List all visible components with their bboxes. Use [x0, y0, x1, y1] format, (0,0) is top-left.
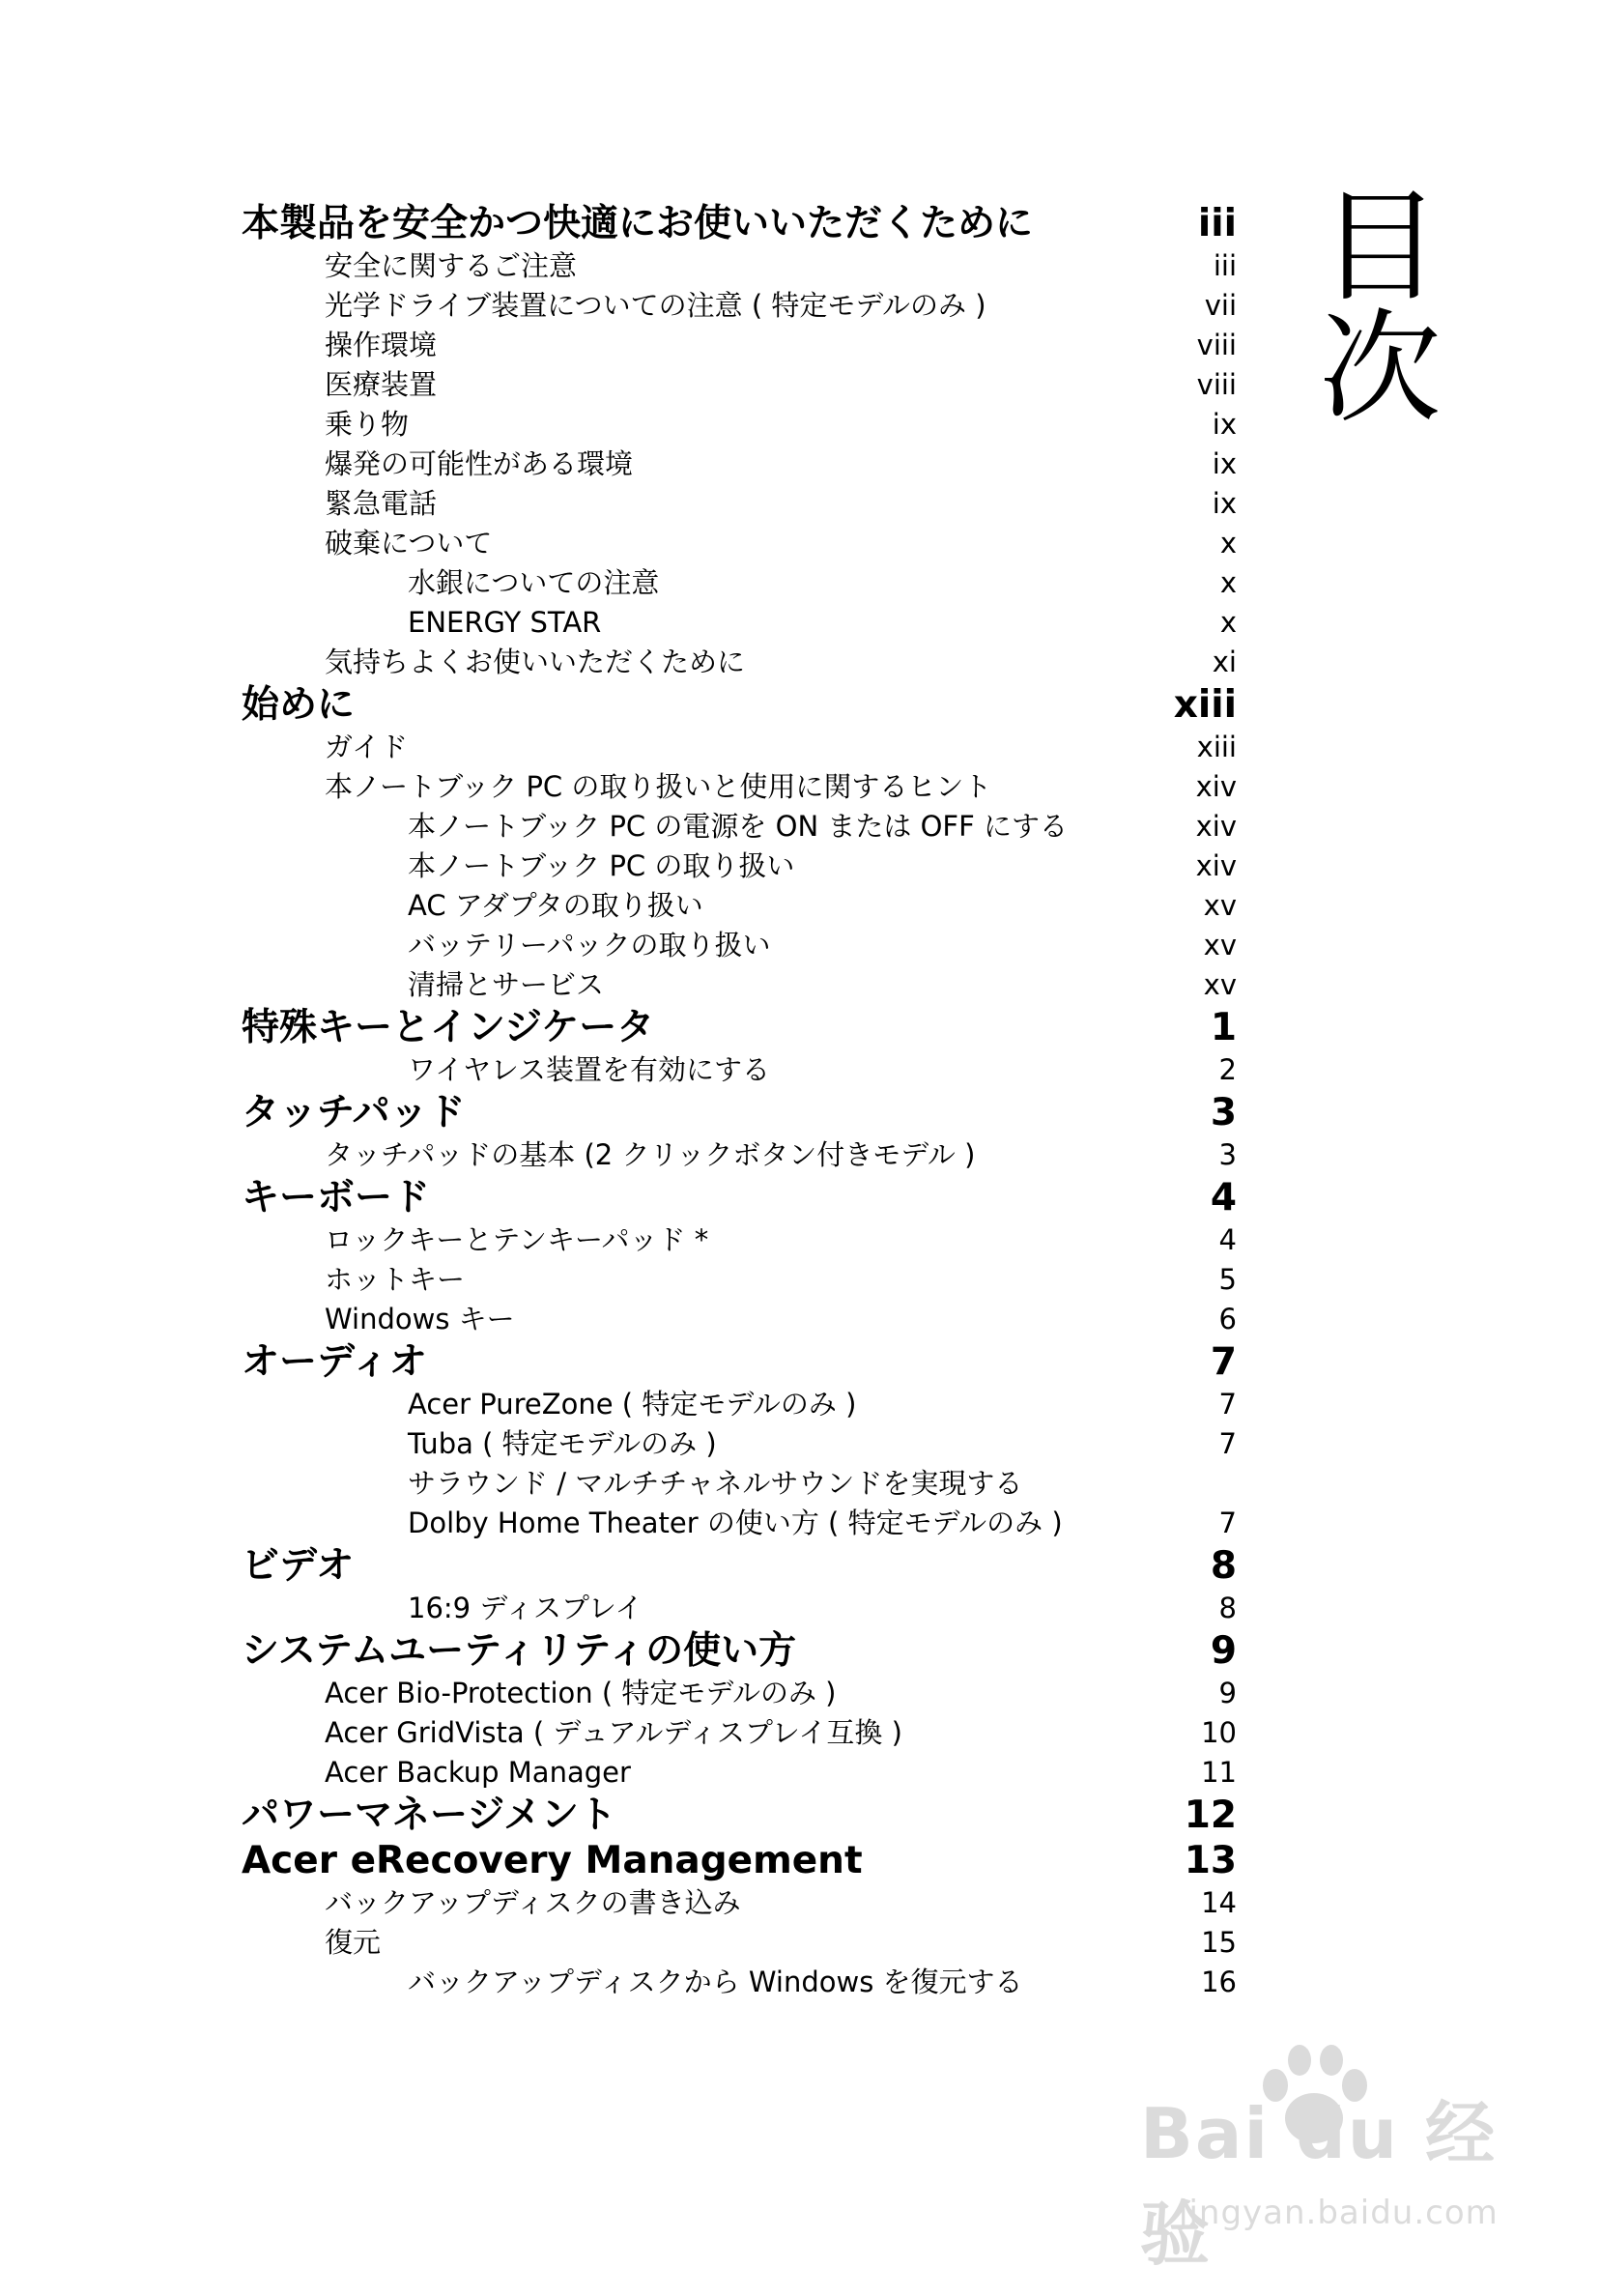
- toc-entry-page: 12: [1184, 1794, 1237, 1837]
- toc-entry-label: オーディオ: [242, 1340, 427, 1384]
- toc-entry-page: 10: [1201, 1716, 1237, 1749]
- toc-entry[interactable]: [242, 1090, 1237, 1135]
- toc-entry[interactable]: [242, 563, 1237, 603]
- toc-entry-page: 8: [1218, 1592, 1237, 1624]
- toc-entry-page: 7: [1218, 1427, 1237, 1460]
- toc-entry-label: Acer eRecovery Management: [242, 1839, 863, 1882]
- toc-entry[interactable]: [242, 1753, 1237, 1793]
- toc-entry-page: 4: [1210, 1176, 1237, 1220]
- toc-entry[interactable]: [242, 926, 1237, 965]
- toc-entry-label: バッテリーパックの取り扱い: [408, 929, 771, 961]
- toc-entry-label: Acer PureZone ( 特定モデルのみ ): [408, 1388, 857, 1421]
- toc-entry-page: 7: [1218, 1388, 1237, 1421]
- toc-entry-page: 8: [1210, 1544, 1237, 1588]
- toc-entry-page: 14: [1201, 1886, 1237, 1919]
- toc-entry-page: viii: [1196, 329, 1237, 361]
- toc-entry[interactable]: [242, 1175, 1237, 1220]
- toc-entry-label: ワイヤレス装置を有効にする: [408, 1053, 770, 1086]
- toc-entry-label: 光学ドライブ装置についての注意 ( 特定モデルのみ ): [325, 289, 986, 322]
- toc-entry[interactable]: [242, 1628, 1237, 1674]
- toc-entry[interactable]: [242, 1424, 1237, 1464]
- toc-entry-page: 11: [1201, 1756, 1237, 1789]
- toc-entry-page: x: [1219, 527, 1237, 560]
- toc-entry-page: 16: [1201, 1966, 1237, 1998]
- toc-entry[interactable]: [242, 1674, 1237, 1713]
- toc-entry-page: xv: [1203, 889, 1237, 922]
- toc-entry[interactable]: [242, 1220, 1237, 1260]
- toc-entry-label: タッチパッド: [242, 1091, 466, 1134]
- toc-entry[interactable]: [242, 1963, 1237, 2002]
- toc-entry-page: 2: [1218, 1053, 1237, 1086]
- toc-entry-label: Acer Bio-Protection ( 特定モデルのみ ): [325, 1677, 837, 1709]
- toc-entry[interactable]: [242, 807, 1237, 847]
- toc-entry[interactable]: [242, 326, 1237, 365]
- toc-entry-page: 7: [1210, 1340, 1237, 1384]
- toc-entry-label: AC アダプタの取り扱い: [408, 889, 703, 922]
- toc-entry[interactable]: [242, 484, 1237, 524]
- toc-entry-page: iii: [1197, 202, 1237, 245]
- toc-entry-label: 本ノートブック PC の電源を ON または OFF にする: [408, 810, 1068, 843]
- toc-entry[interactable]: [242, 405, 1237, 445]
- toc-entry-page: xiv: [1195, 770, 1237, 803]
- toc-entry[interactable]: [242, 1300, 1237, 1339]
- watermark-logo: Bai du 经验: [1140, 2093, 1498, 2275]
- toc-entry-page: 6: [1218, 1303, 1237, 1335]
- toc-entry-page: ix: [1212, 487, 1237, 520]
- watermark: [1140, 2039, 1507, 2275]
- toc-entry-label: 爆発の可能性がある環境: [325, 447, 634, 480]
- watermark-url: jingyan.baidu.com: [1179, 2194, 1499, 2232]
- toc-entry[interactable]: [242, 847, 1237, 886]
- toc-entry[interactable]: [242, 643, 1237, 682]
- toc-entry[interactable]: [242, 1589, 1237, 1628]
- toc-entry-label: 特殊キーとインジケータ: [242, 1006, 655, 1049]
- toc-entry-page: 4: [1218, 1223, 1237, 1256]
- toc-entry-label: タッチパッドの基本 (2 クリックボタン付きモデル ): [325, 1138, 976, 1171]
- toc-entry-label: Dolby Home Theater の使い方 ( 特定モデルのみ ): [408, 1507, 1063, 1539]
- toc-entry-page: xi: [1212, 646, 1237, 678]
- toc-entry-label: 緊急電話: [325, 487, 438, 520]
- toc-entry-page: xiv: [1195, 849, 1237, 882]
- toc-entry-page: iii: [1213, 249, 1237, 282]
- toc-entry[interactable]: [242, 1339, 1237, 1385]
- page-title: 目次: [1300, 182, 1442, 425]
- toc-entry[interactable]: [242, 286, 1237, 326]
- toc-entry-page: 13: [1184, 1839, 1237, 1882]
- toc-entry[interactable]: [242, 1504, 1237, 1543]
- toc-entry-page: ix: [1212, 408, 1237, 441]
- toc-entry[interactable]: [242, 886, 1237, 926]
- toc-entry-label: 安全に関するご注意: [325, 249, 578, 282]
- toc-entry[interactable]: [242, 201, 1237, 246]
- toc-entry-label: 16:9 ディスプレイ: [408, 1592, 643, 1624]
- toc-entry[interactable]: [242, 767, 1237, 807]
- toc-entry-page: 3: [1218, 1138, 1237, 1171]
- toc-entry[interactable]: [242, 1050, 1237, 1090]
- toc-entry-label: 本製品を安全かつ快適にお使いいただくために: [242, 202, 1034, 245]
- toc-entry-page: x: [1219, 566, 1237, 599]
- toc-entry-label: Acer GridVista ( デュアルディスプレイ互換 ): [325, 1716, 902, 1749]
- toc-entry[interactable]: [242, 1260, 1237, 1300]
- toc-entry[interactable]: [242, 1385, 1237, 1424]
- toc-entry[interactable]: [242, 728, 1237, 767]
- toc-entry[interactable]: [242, 1543, 1237, 1589]
- toc-entry-label: 復元: [325, 1926, 382, 1959]
- toc-entry[interactable]: [242, 445, 1237, 484]
- toc-entry[interactable]: [242, 1713, 1237, 1753]
- toc-entry-label: Windows キー: [325, 1303, 515, 1335]
- toc-entry-page: xiii: [1173, 683, 1237, 727]
- toc-entry-label: バックアップディスクから Windows を復元する: [408, 1966, 1023, 1998]
- toc-entry[interactable]: [242, 1923, 1237, 1963]
- toc-entry-page: xv: [1203, 929, 1237, 961]
- toc-entry-page: xiii: [1196, 731, 1237, 763]
- toc-entry-label: 医療装置: [325, 368, 438, 401]
- toc-entry-label: システムユーティリティの使い方: [242, 1629, 797, 1673]
- toc-entry-label: パワーマネージメント: [242, 1794, 617, 1837]
- toc-entry-label: Acer Backup Manager: [325, 1756, 631, 1789]
- toc-entry[interactable]: [242, 246, 1237, 286]
- toc-entry-label: 本ノートブック PC の取り扱いと使用に関するヒント: [325, 770, 992, 803]
- toc-entry[interactable]: [242, 1793, 1237, 1838]
- toc-entry-label: ENERGY STAR: [408, 606, 602, 639]
- toc-entry-page: 7: [1218, 1507, 1237, 1539]
- toc-entry-label: 水銀についての注意: [408, 566, 660, 599]
- toc-entry[interactable]: [242, 603, 1237, 643]
- table-of-contents: [242, 201, 1237, 2002]
- toc-entry-page: x: [1219, 606, 1237, 639]
- toc-entry-label: ガイド: [325, 731, 409, 763]
- toc-entry-label: バックアップディスクの書き込み: [325, 1886, 741, 1919]
- toc-entry-page: 3: [1210, 1091, 1237, 1134]
- toc-entry-page: 5: [1218, 1263, 1237, 1296]
- toc-entry-label: 乗り物: [325, 408, 410, 441]
- toc-entry-page: 1: [1210, 1006, 1237, 1049]
- toc-entry-label: 本ノートブック PC の取り扱い: [408, 849, 795, 882]
- toc-entry[interactable]: [242, 1005, 1237, 1050]
- toc-entry-label: 操作環境: [325, 329, 438, 361]
- toc-entry-label: キーボード: [242, 1176, 431, 1220]
- toc-entry-label: ホットキー: [325, 1263, 466, 1296]
- toc-entry-page: viii: [1196, 368, 1237, 401]
- toc-entry[interactable]: [242, 1135, 1237, 1175]
- toc-entry-label: ビデオ: [242, 1544, 355, 1588]
- toc-entry[interactable]: [242, 524, 1237, 563]
- toc-entry-page: 9: [1218, 1677, 1237, 1709]
- toc-entry-label: ロックキーとテンキーパッド *: [325, 1223, 709, 1256]
- toc-entry-page: ix: [1212, 447, 1237, 480]
- toc-entry-label: Tuba ( 特定モデルのみ ): [408, 1427, 717, 1460]
- toc-entry-page: 15: [1201, 1926, 1237, 1959]
- toc-entry-page: vii: [1204, 289, 1237, 322]
- toc-entry-label: 破棄について: [325, 527, 493, 560]
- toc-entry[interactable]: [242, 1464, 1237, 1504]
- toc-entry-label: 気持ちよくお使いいただくために: [325, 646, 746, 678]
- toc-entry[interactable]: [242, 682, 1237, 728]
- toc-entry[interactable]: [242, 1838, 1237, 1883]
- toc-entry-label: サラウンド / マルチチャネルサウンドを実現する: [408, 1467, 1023, 1500]
- toc-entry[interactable]: [242, 365, 1237, 405]
- toc-entry-label: 始めに: [242, 683, 356, 727]
- toc-entry-page: xiv: [1195, 810, 1237, 843]
- toc-entry[interactable]: [242, 965, 1237, 1005]
- toc-entry-label: 清掃とサービス: [408, 968, 605, 1001]
- toc-entry-page: xv: [1203, 968, 1237, 1001]
- toc-entry[interactable]: [242, 1883, 1237, 1923]
- toc-entry-page: 9: [1210, 1629, 1237, 1673]
